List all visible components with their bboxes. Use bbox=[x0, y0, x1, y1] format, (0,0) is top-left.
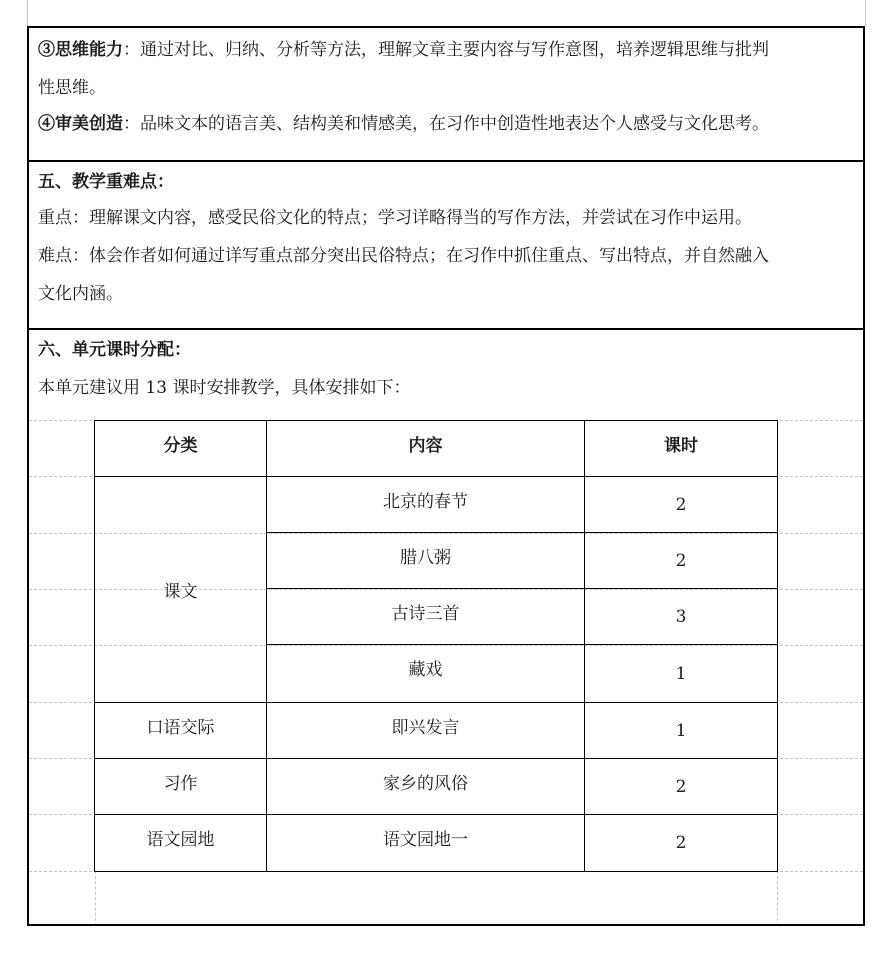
header-hours: 课时 bbox=[584, 420, 778, 477]
hours-cell: 1 bbox=[584, 644, 778, 703]
hours-cell: 2 bbox=[584, 758, 778, 815]
thinking-ability-text: ：通过对比、归纳、分析等方法，理解文章主要内容与写作意图，培养逻辑思维与批判 bbox=[123, 40, 769, 60]
category-cell: 习作 bbox=[94, 758, 267, 815]
aesthetic-creation-text: ：品味文本的语言美、结构美和情感美，在习作中创造性地表达个人感受与文化思考。 bbox=[123, 114, 769, 134]
content-cell: 藏戏 bbox=[266, 644, 585, 703]
content-cell: 家乡的风俗 bbox=[266, 758, 585, 815]
category-cell: 语文园地 bbox=[94, 814, 267, 872]
content-cell: 北京的春节 bbox=[266, 476, 585, 533]
page-edge-mark bbox=[865, 0, 866, 26]
section-6-heading: 六、单元课时分配： bbox=[38, 340, 191, 360]
hours-cell: 3 bbox=[584, 588, 778, 645]
thinking-ability-line bbox=[38, 38, 769, 62]
class-hours-intro: 本单元建议用 13 课时安排教学，具体安排如下： bbox=[38, 378, 411, 398]
thinking-ability-line-2: 性思维。 bbox=[38, 78, 106, 98]
aesthetic-creation-line bbox=[38, 112, 769, 136]
content-cell: 语文园地一 bbox=[266, 814, 585, 872]
category-cell: 口语交际 bbox=[94, 702, 267, 759]
thinking-ability-label: ③思维能力 bbox=[38, 40, 123, 60]
content-cell: 腊八粥 bbox=[266, 532, 585, 589]
header-content: 内容 bbox=[266, 420, 585, 477]
key-difficult-points-section bbox=[29, 160, 863, 330]
difficult-point-text-2: 文化内涵。 bbox=[38, 284, 123, 304]
key-point-text: 重点：理解课文内容，感受民俗文化的特点；学习详略得当的写作方法，并尝试在习作中运用。 bbox=[38, 208, 752, 228]
content-cell: 古诗三首 bbox=[266, 588, 585, 645]
hours-cell: 1 bbox=[584, 702, 778, 759]
hours-cell: 2 bbox=[584, 532, 778, 589]
content-cell: 即兴发言 bbox=[266, 702, 585, 759]
core-literacy-section bbox=[29, 28, 863, 162]
class-hours-table bbox=[94, 420, 778, 872]
difficult-point-text: 难点：体会作者如何通过详写重点部分突出民俗特点；在习作中抓住重点、写出特点，并自然融入 bbox=[38, 246, 769, 266]
header-category: 分类 bbox=[94, 420, 267, 477]
aesthetic-creation-label: ④审美创造 bbox=[38, 114, 123, 134]
section-5-heading: 五、教学重难点： bbox=[38, 172, 174, 192]
category-cell: 课文 bbox=[94, 476, 267, 703]
hours-cell: 2 bbox=[584, 476, 778, 533]
hours-cell: 2 bbox=[584, 814, 778, 872]
page-edge-mark bbox=[27, 0, 28, 26]
